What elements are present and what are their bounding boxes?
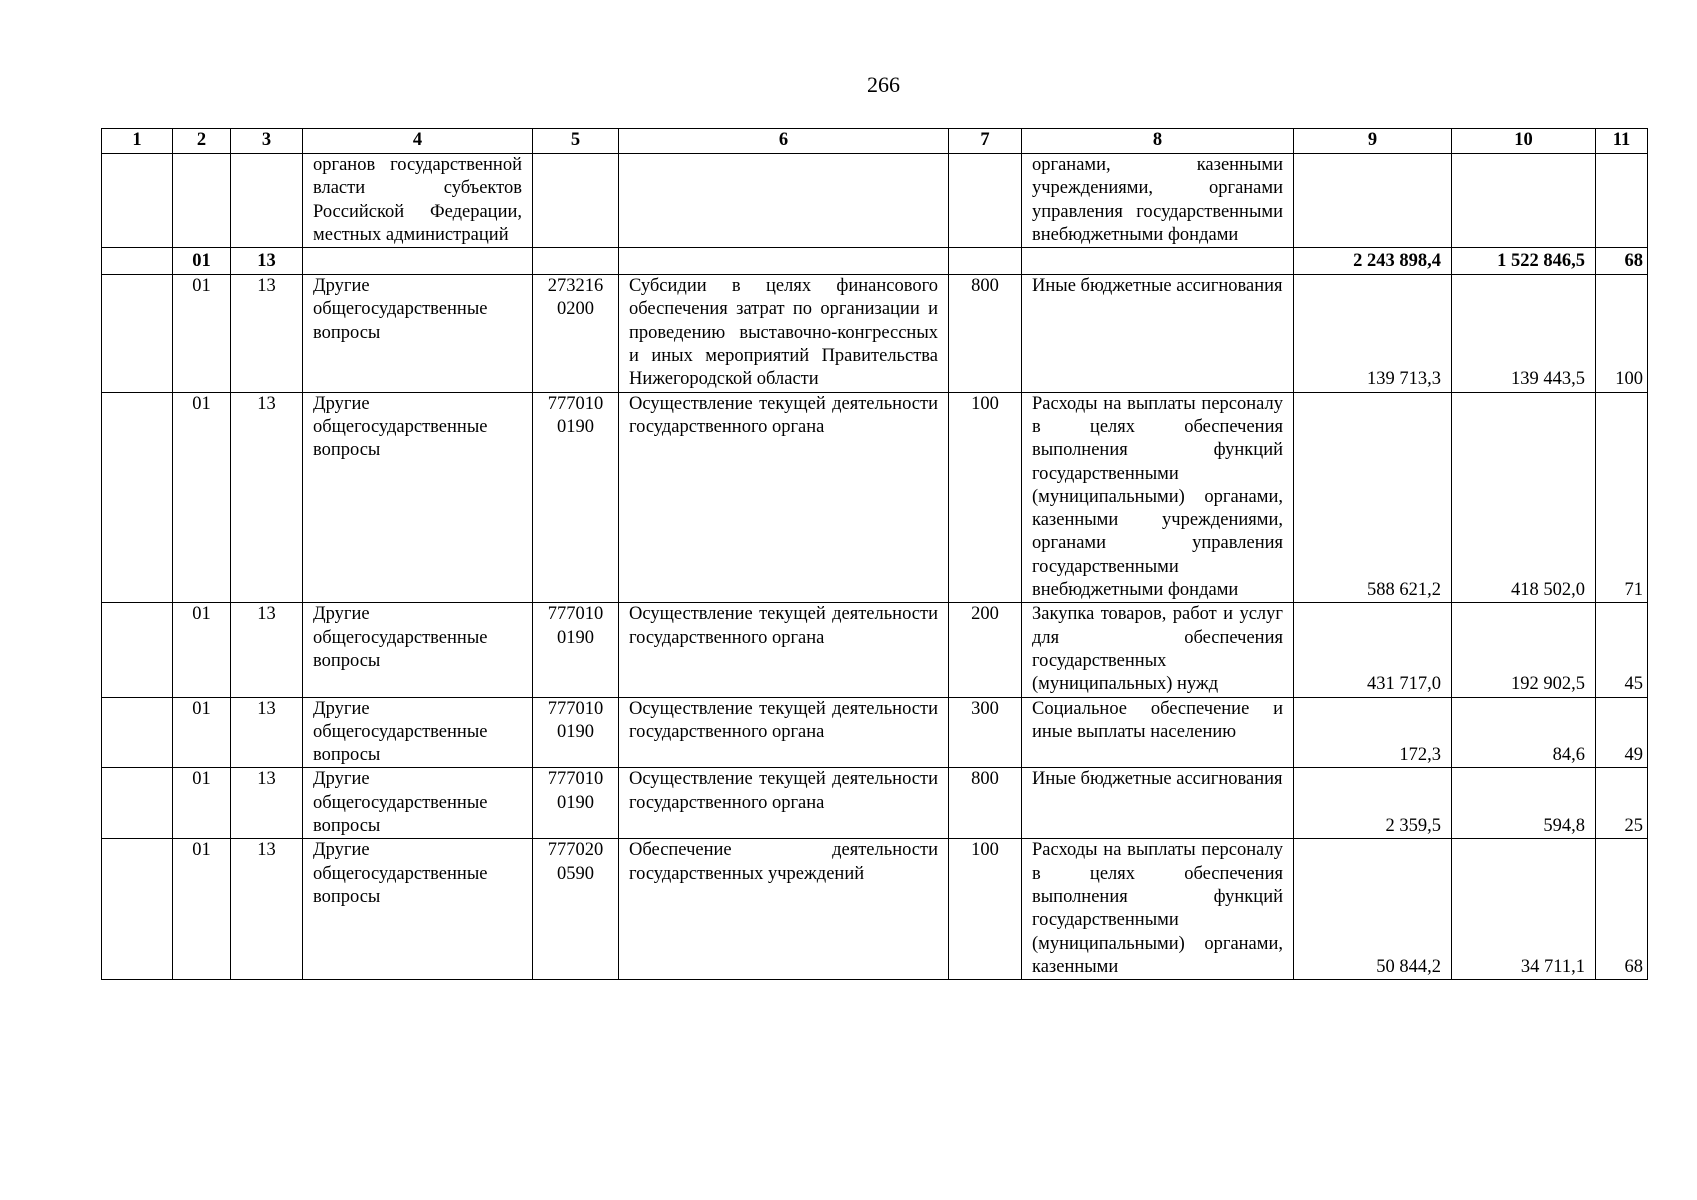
cell-target-code	[533, 154, 619, 248]
cell-plan: 139 713,3	[1294, 275, 1452, 392]
cell-section-name: органов государственной власти субъектов Российской Федерации, местных администраций	[303, 154, 533, 248]
cell-col1	[102, 392, 173, 603]
cell-col3: 13	[231, 392, 303, 603]
cell-col1	[102, 768, 173, 839]
cell-target-name: Осуществление текущей деятельности государственного органа	[619, 697, 949, 768]
cell-col2: 01	[173, 768, 231, 839]
cell-actual	[1452, 154, 1596, 248]
cell-expense-name: Иные бюджетные ассигнования	[1022, 275, 1294, 392]
cell-expense-name: Социальное обеспечение и иные выплаты населению	[1022, 697, 1294, 768]
header-row	[102, 129, 1648, 154]
cell-target-code	[533, 248, 619, 275]
cell-section-name: Другие общегосударственные вопросы	[303, 768, 533, 839]
cell-target-name: Субсидии в целях финансового обеспечения затрат по организации и проведению выставочно-конгрессных и иных мероприятий Правительства Нижегородской области	[619, 275, 949, 392]
cell-col1	[102, 275, 173, 392]
cell-plan: 431 717,0	[1294, 603, 1452, 697]
cell-actual: 192 902,5	[1452, 603, 1596, 697]
cell-col1	[102, 839, 173, 980]
column-header: 4	[303, 129, 533, 154]
column-header: 6	[619, 129, 949, 154]
subtotal-row	[102, 248, 1648, 275]
cell-section-name: Другие общегосударственные вопросы	[303, 392, 533, 603]
cell-col3: 13	[231, 603, 303, 697]
column-header: 8	[1022, 129, 1294, 154]
cell-plan: 2 243 898,4	[1294, 248, 1452, 275]
cell-plan: 588 621,2	[1294, 392, 1452, 603]
cell-expense-name: Иные бюджетные ассигнования	[1022, 768, 1294, 839]
cell-expense-code: 300	[949, 697, 1022, 768]
cell-target-code: 777010 0190	[533, 603, 619, 697]
cell-plan: 2 359,5	[1294, 768, 1452, 839]
cell-expense-code: 100	[949, 839, 1022, 980]
cell-target-code: 777010 0190	[533, 392, 619, 603]
cell-section-name: Другие общегосударственные вопросы	[303, 697, 533, 768]
cell-expense-code	[949, 248, 1022, 275]
cell-col3: 13	[231, 275, 303, 392]
cell-actual: 1 522 846,5	[1452, 248, 1596, 275]
cell-section-name: Другие общегосударственные вопросы	[303, 603, 533, 697]
column-header: 11	[1596, 129, 1648, 154]
cell-target-name: Осуществление текущей деятельности государственного органа	[619, 392, 949, 603]
cell-expense-code: 100	[949, 392, 1022, 603]
cell-section-name: Другие общегосударственные вопросы	[303, 275, 533, 392]
column-header: 9	[1294, 129, 1452, 154]
table-row	[102, 603, 1648, 697]
cell-col1	[102, 248, 173, 275]
cell-col2: 01	[173, 392, 231, 603]
table-row	[102, 154, 1648, 248]
cell-col3: 13	[231, 839, 303, 980]
cell-actual: 139 443,5	[1452, 275, 1596, 392]
table-row	[102, 768, 1648, 839]
cell-target-name: Осуществление текущей деятельности государственного органа	[619, 768, 949, 839]
column-header: 10	[1452, 129, 1596, 154]
cell-actual: 594,8	[1452, 768, 1596, 839]
column-header: 1	[102, 129, 173, 154]
cell-target-code: 777020 0590	[533, 839, 619, 980]
cell-target-name	[619, 154, 949, 248]
cell-plan: 50 844,2	[1294, 839, 1452, 980]
cell-target-code: 777010 0190	[533, 768, 619, 839]
cell-expense-name: Расходы на выплаты персоналу в целях обеспечения выполнения функций государственными (муниципальными) органами, казенными	[1022, 839, 1294, 980]
cell-percent	[1596, 154, 1648, 248]
cell-target-name: Обеспечение деятельности государственных учреждений	[619, 839, 949, 980]
cell-expense-name: Расходы на выплаты персоналу в целях обеспечения выполнения функций государственными (муниципальными) органами, казенными учреждениями, органами управления государственными внебюджетными фондами	[1022, 392, 1294, 603]
cell-col3: 13	[231, 697, 303, 768]
column-header: 5	[533, 129, 619, 154]
cell-col2: 01	[173, 839, 231, 980]
cell-col3	[231, 154, 303, 248]
cell-expense-name: Закупка товаров, работ и услуг для обеспечения государственных (муниципальных) нужд	[1022, 603, 1294, 697]
cell-percent: 100	[1596, 275, 1648, 392]
table-row	[102, 275, 1648, 392]
cell-target-name	[619, 248, 949, 275]
column-header: 2	[173, 129, 231, 154]
cell-col1	[102, 603, 173, 697]
cell-col2: 01	[173, 248, 231, 275]
cell-expense-code	[949, 154, 1022, 248]
cell-plan: 172,3	[1294, 697, 1452, 768]
page-number: 266	[867, 72, 900, 97]
cell-col1	[102, 697, 173, 768]
cell-target-code: 273216 0200	[533, 275, 619, 392]
table-row	[102, 392, 1648, 603]
cell-section-name: Другие общегосударственные вопросы	[303, 839, 533, 980]
cell-expense-code: 800	[949, 768, 1022, 839]
cell-percent: 25	[1596, 768, 1648, 839]
cell-expense-code: 800	[949, 275, 1022, 392]
cell-expense-name	[1022, 248, 1294, 275]
cell-percent: 45	[1596, 603, 1648, 697]
cell-actual: 84,6	[1452, 697, 1596, 768]
cell-percent: 68	[1596, 248, 1648, 275]
table-row	[102, 839, 1648, 980]
cell-section-name	[303, 248, 533, 275]
cell-percent: 68	[1596, 839, 1648, 980]
cell-actual: 34 711,1	[1452, 839, 1596, 980]
column-header: 7	[949, 129, 1022, 154]
cell-expense-code: 200	[949, 603, 1022, 697]
cell-percent: 71	[1596, 392, 1648, 603]
table-row	[102, 697, 1648, 768]
cell-actual: 418 502,0	[1452, 392, 1596, 603]
cell-percent: 49	[1596, 697, 1648, 768]
cell-col2	[173, 154, 231, 248]
cell-col3: 13	[231, 768, 303, 839]
budget-table	[101, 128, 1648, 980]
cell-col1	[102, 154, 173, 248]
cell-col3: 13	[231, 248, 303, 275]
cell-target-name: Осуществление текущей деятельности государственного органа	[619, 603, 949, 697]
cell-target-code: 777010 0190	[533, 697, 619, 768]
cell-col2: 01	[173, 275, 231, 392]
cell-plan	[1294, 154, 1452, 248]
cell-expense-name: органами, казенными учреждениями, органами управления государственными внебюджетными фондами	[1022, 154, 1294, 248]
cell-col2: 01	[173, 697, 231, 768]
cell-col2: 01	[173, 603, 231, 697]
column-header: 3	[231, 129, 303, 154]
